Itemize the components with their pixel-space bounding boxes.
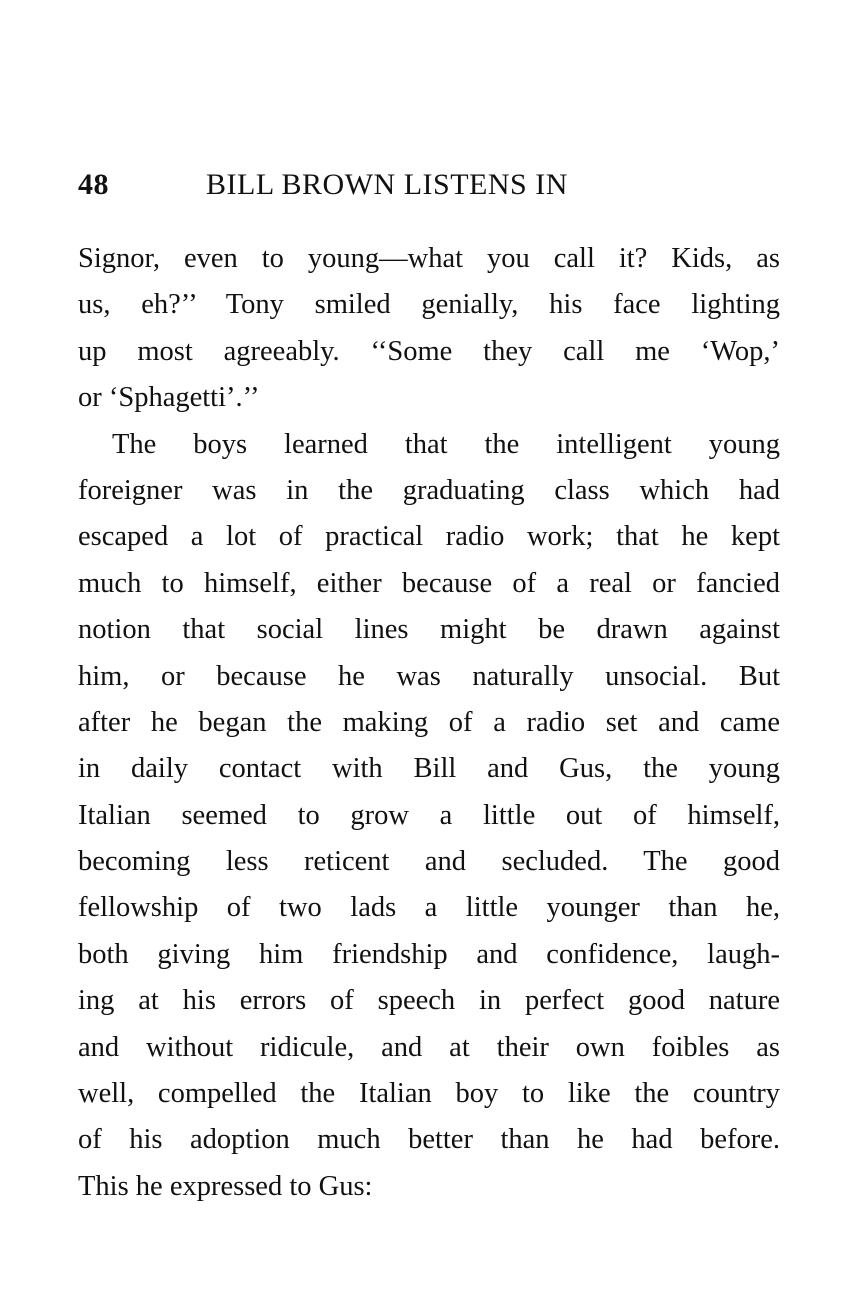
page-number: 48 bbox=[78, 168, 109, 201]
text-line: or ‘Sphagetti’.’’ bbox=[78, 382, 260, 414]
text-line: ing at his errors of speech in perfect good nature bbox=[78, 985, 780, 1017]
text-line: us, eh?’’ Tony smiled genially, his face lighting bbox=[78, 289, 780, 321]
text-line: up most agreeably. ‘‘Some they call me ‘Wop,’ bbox=[78, 335, 780, 367]
paragraph bbox=[78, 422, 780, 1211]
text-line: escaped a lot of practical radio work; that he kept bbox=[78, 521, 780, 553]
text-line: The boys learned that the intelligent young bbox=[112, 428, 780, 460]
paragraph bbox=[78, 236, 780, 422]
body-text bbox=[78, 236, 780, 1210]
text-line: after he began the making of a radio set and came bbox=[78, 706, 780, 738]
text-line: of his adoption much better than he had before. bbox=[78, 1124, 780, 1156]
text-line: fellowship of two lads a little younger than he, bbox=[78, 892, 780, 924]
text-line: Signor, even to young—what you call it? Kids, as bbox=[78, 243, 780, 274]
text-line: much to himself, either because of a real or fancied bbox=[78, 567, 780, 599]
text-line: notion that social lines might be drawn against bbox=[78, 614, 780, 646]
text-line: well, compelled the Italian boy to like the country bbox=[78, 1078, 780, 1110]
text-line: in daily contact with Bill and Gus, the young bbox=[78, 753, 780, 785]
running-title: BILL BROWN LISTENS IN bbox=[206, 168, 568, 201]
text-line: both giving him friendship and confidence, laugh- bbox=[78, 938, 780, 970]
text-line: him, or because he was naturally unsocial. But bbox=[78, 660, 780, 692]
text-line: Italian seemed to grow a little out of himself, bbox=[78, 799, 780, 831]
text-line: and without ridicule, and at their own foibles as bbox=[78, 1031, 780, 1063]
running-head bbox=[78, 165, 780, 205]
text-line: foreigner was in the graduating class which had bbox=[78, 474, 780, 506]
text-line: becoming less reticent and secluded. The good bbox=[78, 846, 780, 878]
text-line: This he expressed to Gus: bbox=[78, 1170, 373, 1202]
